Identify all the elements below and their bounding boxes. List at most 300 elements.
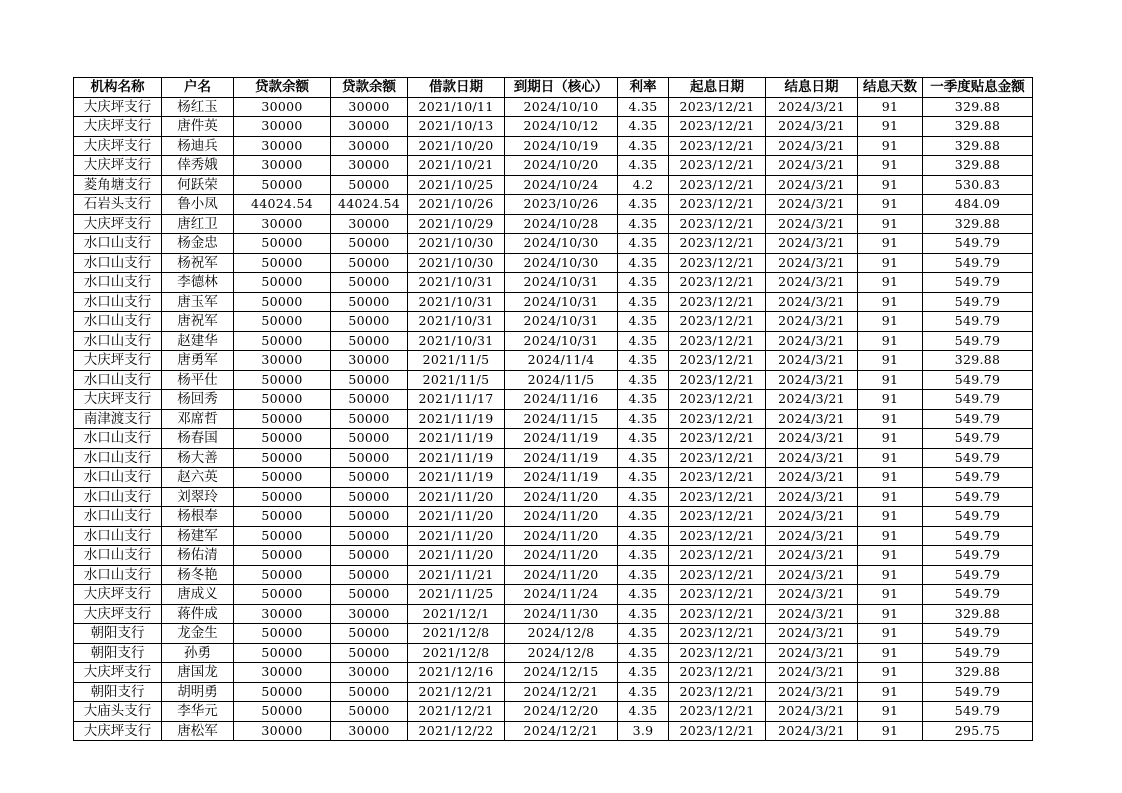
cell-loan-date: 2021/10/13 [408, 117, 505, 137]
cell-interest-rate: 4.35 [618, 331, 669, 351]
cell-maturity-date: 2024/10/31 [505, 292, 618, 312]
cell-loan-balance: 30000 [234, 604, 331, 624]
cell-loan-balance: 50000 [234, 702, 331, 722]
cell-loan-balance: 50000 [234, 624, 331, 644]
cell-account-name: 杨金忠 [162, 234, 234, 254]
cell-loan-balance: 50000 [234, 234, 331, 254]
cell-maturity-date: 2024/10/19 [505, 136, 618, 156]
cell-settlement-date: 2024/3/21 [766, 175, 858, 195]
cell-settlement-date: 2024/3/21 [766, 565, 858, 585]
cell-loan-balance: 30000 [234, 97, 331, 117]
cell-loan-balance-2: 50000 [331, 624, 408, 644]
cell-account-name: 杨建军 [162, 526, 234, 546]
cell-account-name: 杨迪兵 [162, 136, 234, 156]
cell-loan-balance-2: 50000 [331, 429, 408, 449]
cell-start-date: 2023/12/21 [669, 487, 766, 507]
cell-maturity-date: 2023/10/26 [505, 195, 618, 215]
cell-account-name: 何跃荣 [162, 175, 234, 195]
header-row [74, 78, 1033, 98]
cell-loan-balance: 30000 [234, 136, 331, 156]
cell-account-name: 杨回秀 [162, 390, 234, 410]
cell-loan-balance-2: 30000 [331, 136, 408, 156]
cell-loan-date: 2021/12/8 [408, 643, 505, 663]
cell-settlement-date: 2024/3/21 [766, 234, 858, 254]
cell-loan-date: 2021/10/26 [408, 195, 505, 215]
table-row [74, 643, 1033, 663]
cell-account-name: 孙勇 [162, 643, 234, 663]
cell-settlement-date: 2024/3/21 [766, 214, 858, 234]
cell-branch: 大庆坪支行 [74, 721, 162, 741]
cell-loan-balance-2: 50000 [331, 253, 408, 273]
cell-settlement-date: 2024/3/21 [766, 273, 858, 293]
cell-days: 91 [858, 234, 923, 254]
col-header-account-name: 户名 [162, 78, 234, 98]
cell-loan-date: 2021/10/11 [408, 97, 505, 117]
cell-subsidy-amount: 329.88 [923, 97, 1033, 117]
cell-loan-balance-2: 50000 [331, 507, 408, 527]
col-header-days: 结息天数 [858, 78, 923, 98]
cell-settlement-date: 2024/3/21 [766, 663, 858, 683]
cell-account-name: 唐红卫 [162, 214, 234, 234]
cell-interest-rate: 4.35 [618, 195, 669, 215]
cell-start-date: 2023/12/21 [669, 331, 766, 351]
cell-loan-balance: 50000 [234, 253, 331, 273]
cell-settlement-date: 2024/3/21 [766, 370, 858, 390]
cell-loan-balance-2: 50000 [331, 175, 408, 195]
cell-start-date: 2023/12/21 [669, 136, 766, 156]
cell-maturity-date: 2024/12/21 [505, 721, 618, 741]
cell-settlement-date: 2024/3/21 [766, 351, 858, 371]
cell-interest-rate: 4.35 [618, 663, 669, 683]
cell-days: 91 [858, 292, 923, 312]
cell-loan-date: 2021/11/19 [408, 409, 505, 429]
cell-maturity-date: 2024/11/20 [505, 546, 618, 566]
cell-loan-date: 2021/11/17 [408, 390, 505, 410]
cell-account-name: 龙金生 [162, 624, 234, 644]
cell-interest-rate: 4.35 [618, 351, 669, 371]
cell-branch: 水口山支行 [74, 312, 162, 332]
cell-interest-rate: 4.2 [618, 175, 669, 195]
cell-interest-rate: 4.35 [618, 702, 669, 722]
cell-subsidy-amount: 549.79 [923, 507, 1033, 527]
cell-subsidy-amount: 329.88 [923, 156, 1033, 176]
cell-maturity-date: 2024/11/20 [505, 487, 618, 507]
cell-start-date: 2023/12/21 [669, 195, 766, 215]
cell-branch: 水口山支行 [74, 526, 162, 546]
cell-account-name: 蒋件成 [162, 604, 234, 624]
cell-account-name: 唐玉军 [162, 292, 234, 312]
cell-maturity-date: 2024/10/30 [505, 253, 618, 273]
cell-days: 91 [858, 273, 923, 293]
cell-account-name: 鲁小凤 [162, 195, 234, 215]
cell-days: 91 [858, 409, 923, 429]
cell-settlement-date: 2024/3/21 [766, 312, 858, 332]
cell-interest-rate: 4.35 [618, 273, 669, 293]
cell-interest-rate: 4.35 [618, 643, 669, 663]
cell-loan-date: 2021/10/20 [408, 136, 505, 156]
cell-loan-balance: 50000 [234, 409, 331, 429]
cell-interest-rate: 4.35 [618, 507, 669, 527]
cell-subsidy-amount: 549.79 [923, 390, 1033, 410]
cell-maturity-date: 2024/10/31 [505, 312, 618, 332]
cell-days: 91 [858, 312, 923, 332]
table-row [74, 468, 1033, 488]
cell-loan-balance: 30000 [234, 721, 331, 741]
cell-start-date: 2023/12/21 [669, 507, 766, 527]
cell-loan-balance: 50000 [234, 682, 331, 702]
cell-settlement-date: 2024/3/21 [766, 624, 858, 644]
cell-maturity-date: 2024/11/15 [505, 409, 618, 429]
cell-subsidy-amount: 549.79 [923, 546, 1033, 566]
cell-branch: 大庆坪支行 [74, 663, 162, 683]
cell-account-name: 杨冬艳 [162, 565, 234, 585]
cell-loan-balance-2: 50000 [331, 292, 408, 312]
cell-loan-date: 2021/11/20 [408, 526, 505, 546]
cell-maturity-date: 2024/12/8 [505, 624, 618, 644]
cell-branch: 水口山支行 [74, 468, 162, 488]
cell-interest-rate: 4.35 [618, 565, 669, 585]
cell-loan-date: 2021/10/30 [408, 253, 505, 273]
cell-branch: 水口山支行 [74, 273, 162, 293]
cell-loan-balance: 50000 [234, 546, 331, 566]
cell-loan-balance-2: 30000 [331, 97, 408, 117]
cell-branch: 大庆坪支行 [74, 117, 162, 137]
cell-account-name: 唐成义 [162, 585, 234, 605]
cell-account-name: 唐国龙 [162, 663, 234, 683]
table-row [74, 97, 1033, 117]
cell-branch: 大庆坪支行 [74, 156, 162, 176]
cell-loan-date: 2021/12/21 [408, 702, 505, 722]
cell-maturity-date: 2024/10/20 [505, 156, 618, 176]
cell-settlement-date: 2024/3/21 [766, 682, 858, 702]
cell-days: 91 [858, 468, 923, 488]
cell-interest-rate: 4.35 [618, 117, 669, 137]
table-row [74, 604, 1033, 624]
cell-interest-rate: 4.35 [618, 682, 669, 702]
cell-days: 91 [858, 702, 923, 722]
cell-maturity-date: 2024/11/24 [505, 585, 618, 605]
cell-days: 91 [858, 370, 923, 390]
table-row [74, 370, 1033, 390]
cell-settlement-date: 2024/3/21 [766, 546, 858, 566]
cell-subsidy-amount: 329.88 [923, 214, 1033, 234]
cell-subsidy-amount: 549.79 [923, 429, 1033, 449]
cell-maturity-date: 2024/12/21 [505, 682, 618, 702]
cell-loan-balance: 30000 [234, 117, 331, 137]
cell-loan-balance-2: 50000 [331, 390, 408, 410]
table-row [74, 624, 1033, 644]
col-header-maturity-date: 到期日（核心） [505, 78, 618, 98]
table-row [74, 292, 1033, 312]
cell-start-date: 2023/12/21 [669, 546, 766, 566]
cell-start-date: 2023/12/21 [669, 351, 766, 371]
cell-start-date: 2023/12/21 [669, 234, 766, 254]
table-row [74, 487, 1033, 507]
cell-start-date: 2023/12/21 [669, 117, 766, 137]
cell-settlement-date: 2024/3/21 [766, 507, 858, 527]
cell-subsidy-amount: 549.79 [923, 253, 1033, 273]
table-row [74, 429, 1033, 449]
cell-settlement-date: 2024/3/21 [766, 643, 858, 663]
cell-settlement-date: 2024/3/21 [766, 429, 858, 449]
cell-branch: 水口山支行 [74, 234, 162, 254]
cell-account-name: 杨佑清 [162, 546, 234, 566]
cell-start-date: 2023/12/21 [669, 702, 766, 722]
cell-interest-rate: 4.35 [618, 234, 669, 254]
table-row [74, 682, 1033, 702]
cell-loan-balance-2: 30000 [331, 721, 408, 741]
cell-branch: 水口山支行 [74, 370, 162, 390]
cell-days: 91 [858, 585, 923, 605]
cell-interest-rate: 4.35 [618, 429, 669, 449]
cell-subsidy-amount: 549.79 [923, 448, 1033, 468]
cell-subsidy-amount: 549.79 [923, 409, 1033, 429]
cell-loan-date: 2021/10/30 [408, 234, 505, 254]
cell-loan-balance: 50000 [234, 370, 331, 390]
cell-interest-rate: 4.35 [618, 448, 669, 468]
cell-settlement-date: 2024/3/21 [766, 136, 858, 156]
cell-loan-balance: 50000 [234, 429, 331, 449]
cell-loan-date: 2021/10/25 [408, 175, 505, 195]
cell-loan-balance: 30000 [234, 156, 331, 176]
cell-branch: 朝阳支行 [74, 624, 162, 644]
cell-maturity-date: 2024/11/5 [505, 370, 618, 390]
cell-days: 91 [858, 604, 923, 624]
table-row [74, 136, 1033, 156]
cell-loan-date: 2021/11/25 [408, 585, 505, 605]
cell-start-date: 2023/12/21 [669, 312, 766, 332]
cell-branch: 石岩头支行 [74, 195, 162, 215]
cell-loan-balance: 50000 [234, 468, 331, 488]
cell-maturity-date: 2024/11/19 [505, 468, 618, 488]
table-row [74, 546, 1033, 566]
cell-loan-balance-2: 50000 [331, 585, 408, 605]
cell-settlement-date: 2024/3/21 [766, 526, 858, 546]
cell-loan-balance-2: 50000 [331, 526, 408, 546]
cell-subsidy-amount: 329.88 [923, 604, 1033, 624]
cell-account-name: 赵六英 [162, 468, 234, 488]
cell-start-date: 2023/12/21 [669, 253, 766, 273]
cell-interest-rate: 4.35 [618, 604, 669, 624]
cell-interest-rate: 4.35 [618, 624, 669, 644]
cell-start-date: 2023/12/21 [669, 175, 766, 195]
cell-loan-date: 2021/10/31 [408, 312, 505, 332]
cell-loan-balance: 50000 [234, 526, 331, 546]
table-row [74, 526, 1033, 546]
cell-loan-date: 2021/11/20 [408, 487, 505, 507]
cell-days: 91 [858, 682, 923, 702]
cell-start-date: 2023/12/21 [669, 448, 766, 468]
cell-settlement-date: 2024/3/21 [766, 448, 858, 468]
cell-loan-date: 2021/11/19 [408, 448, 505, 468]
cell-subsidy-amount: 549.79 [923, 526, 1033, 546]
cell-days: 91 [858, 253, 923, 273]
cell-account-name: 刘翠玲 [162, 487, 234, 507]
cell-subsidy-amount: 549.79 [923, 370, 1033, 390]
cell-branch: 水口山支行 [74, 448, 162, 468]
cell-start-date: 2023/12/21 [669, 409, 766, 429]
cell-loan-date: 2021/10/31 [408, 273, 505, 293]
cell-subsidy-amount: 549.79 [923, 682, 1033, 702]
cell-days: 91 [858, 663, 923, 683]
cell-loan-balance-2: 50000 [331, 487, 408, 507]
cell-interest-rate: 4.35 [618, 390, 669, 410]
cell-branch: 大庆坪支行 [74, 97, 162, 117]
cell-days: 91 [858, 507, 923, 527]
cell-account-name: 杨春国 [162, 429, 234, 449]
cell-loan-balance: 50000 [234, 487, 331, 507]
cell-account-name: 李德林 [162, 273, 234, 293]
cell-subsidy-amount: 549.79 [923, 702, 1033, 722]
table-row [74, 721, 1033, 741]
cell-branch: 水口山支行 [74, 546, 162, 566]
cell-loan-balance: 50000 [234, 565, 331, 585]
cell-start-date: 2023/12/21 [669, 156, 766, 176]
cell-branch: 菱角塘支行 [74, 175, 162, 195]
col-header-subsidy-amount: 一季度贴息金额 [923, 78, 1033, 98]
col-header-start-date: 起息日期 [669, 78, 766, 98]
cell-days: 91 [858, 565, 923, 585]
cell-maturity-date: 2024/12/8 [505, 643, 618, 663]
cell-start-date: 2023/12/21 [669, 604, 766, 624]
cell-loan-balance: 50000 [234, 312, 331, 332]
table-row [74, 409, 1033, 429]
cell-settlement-date: 2024/3/21 [766, 117, 858, 137]
cell-interest-rate: 3.9 [618, 721, 669, 741]
cell-loan-balance: 50000 [234, 643, 331, 663]
cell-start-date: 2023/12/21 [669, 663, 766, 683]
table-row [74, 663, 1033, 683]
cell-days: 91 [858, 214, 923, 234]
cell-maturity-date: 2024/11/30 [505, 604, 618, 624]
cell-days: 91 [858, 156, 923, 176]
cell-maturity-date: 2024/10/28 [505, 214, 618, 234]
cell-loan-date: 2021/10/31 [408, 292, 505, 312]
cell-maturity-date: 2024/10/31 [505, 331, 618, 351]
cell-settlement-date: 2024/3/21 [766, 468, 858, 488]
cell-days: 91 [858, 721, 923, 741]
table-row [74, 331, 1033, 351]
cell-maturity-date: 2024/10/31 [505, 273, 618, 293]
cell-subsidy-amount: 329.88 [923, 117, 1033, 137]
cell-subsidy-amount: 484.09 [923, 195, 1033, 215]
cell-start-date: 2023/12/21 [669, 682, 766, 702]
cell-account-name: 唐件英 [162, 117, 234, 137]
cell-loan-balance-2: 30000 [331, 214, 408, 234]
table-row [74, 702, 1033, 722]
cell-branch: 水口山支行 [74, 429, 162, 449]
table-body [74, 97, 1033, 741]
cell-maturity-date: 2024/11/4 [505, 351, 618, 371]
cell-account-name: 唐祝军 [162, 312, 234, 332]
cell-settlement-date: 2024/3/21 [766, 702, 858, 722]
cell-account-name: 赵建华 [162, 331, 234, 351]
col-header-interest-rate: 利率 [618, 78, 669, 98]
cell-branch: 水口山支行 [74, 331, 162, 351]
cell-account-name: 杨祝军 [162, 253, 234, 273]
cell-maturity-date: 2024/10/12 [505, 117, 618, 137]
cell-account-name: 杨大善 [162, 448, 234, 468]
cell-start-date: 2023/12/21 [669, 273, 766, 293]
cell-loan-date: 2021/12/21 [408, 682, 505, 702]
cell-subsidy-amount: 549.79 [923, 234, 1033, 254]
cell-settlement-date: 2024/3/21 [766, 585, 858, 605]
cell-start-date: 2023/12/21 [669, 292, 766, 312]
cell-loan-balance: 50000 [234, 273, 331, 293]
cell-start-date: 2023/12/21 [669, 526, 766, 546]
cell-loan-date: 2021/11/19 [408, 468, 505, 488]
cell-loan-balance-2: 30000 [331, 604, 408, 624]
cell-start-date: 2023/12/21 [669, 643, 766, 663]
table-row [74, 273, 1033, 293]
cell-loan-balance-2: 30000 [331, 663, 408, 683]
cell-interest-rate: 4.35 [618, 312, 669, 332]
cell-branch: 朝阳支行 [74, 643, 162, 663]
cell-branch: 大庙头支行 [74, 702, 162, 722]
cell-subsidy-amount: 329.88 [923, 663, 1033, 683]
table-row [74, 117, 1033, 137]
cell-account-name: 杨红玉 [162, 97, 234, 117]
cell-loan-date: 2021/10/21 [408, 156, 505, 176]
cell-interest-rate: 4.35 [618, 156, 669, 176]
cell-interest-rate: 4.35 [618, 136, 669, 156]
cell-start-date: 2023/12/21 [669, 97, 766, 117]
table-row [74, 390, 1033, 410]
cell-days: 91 [858, 526, 923, 546]
cell-subsidy-amount: 549.79 [923, 585, 1033, 605]
cell-account-name: 唐松军 [162, 721, 234, 741]
table-row [74, 175, 1033, 195]
cell-maturity-date: 2024/11/16 [505, 390, 618, 410]
cell-settlement-date: 2024/3/21 [766, 409, 858, 429]
cell-subsidy-amount: 295.75 [923, 721, 1033, 741]
cell-days: 91 [858, 97, 923, 117]
cell-loan-date: 2021/11/19 [408, 429, 505, 449]
table-row [74, 195, 1033, 215]
cell-maturity-date: 2024/10/30 [505, 234, 618, 254]
cell-maturity-date: 2024/10/24 [505, 175, 618, 195]
cell-settlement-date: 2024/3/21 [766, 390, 858, 410]
cell-maturity-date: 2024/12/15 [505, 663, 618, 683]
cell-loan-balance: 50000 [234, 175, 331, 195]
table-row [74, 253, 1033, 273]
cell-loan-balance: 30000 [234, 663, 331, 683]
cell-loan-balance: 30000 [234, 351, 331, 371]
table-row [74, 234, 1033, 254]
cell-interest-rate: 4.35 [618, 97, 669, 117]
cell-maturity-date: 2024/11/19 [505, 429, 618, 449]
cell-loan-date: 2021/11/20 [408, 507, 505, 527]
cell-subsidy-amount: 549.79 [923, 292, 1033, 312]
table-row [74, 585, 1033, 605]
cell-start-date: 2023/12/21 [669, 390, 766, 410]
cell-loan-balance: 50000 [234, 292, 331, 312]
cell-start-date: 2023/12/21 [669, 429, 766, 449]
cell-loan-date: 2021/10/29 [408, 214, 505, 234]
cell-account-name: 倖秀娥 [162, 156, 234, 176]
cell-account-name: 胡明勇 [162, 682, 234, 702]
cell-maturity-date: 2024/11/20 [505, 507, 618, 527]
cell-loan-date: 2021/11/21 [408, 565, 505, 585]
cell-branch: 大庆坪支行 [74, 214, 162, 234]
cell-interest-rate: 4.35 [618, 526, 669, 546]
cell-branch: 朝阳支行 [74, 682, 162, 702]
cell-loan-balance-2: 44024.54 [331, 195, 408, 215]
cell-subsidy-amount: 549.79 [923, 565, 1033, 585]
table-row [74, 312, 1033, 332]
cell-start-date: 2023/12/21 [669, 721, 766, 741]
cell-days: 91 [858, 487, 923, 507]
